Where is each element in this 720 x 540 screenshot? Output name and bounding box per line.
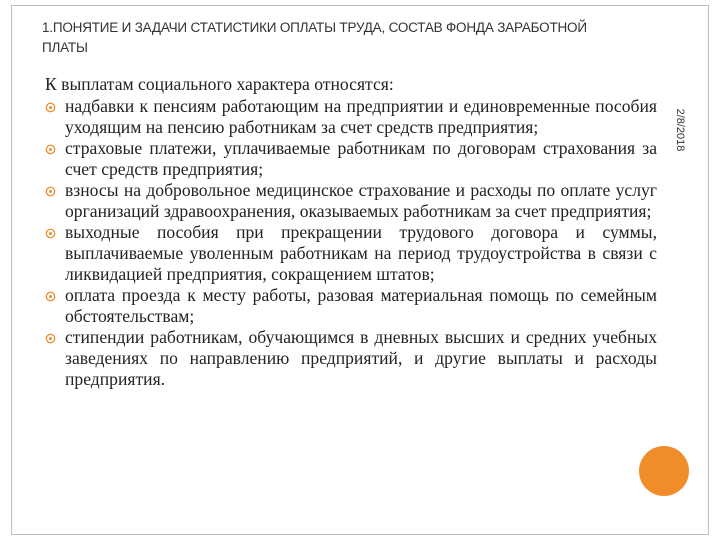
list-item [45,138,657,180]
bullet-text: надбавки к пенсиям работающим на предприятии и единовременные пособия уходящим на пенсию работникам за счет средств предприятия; [65,96,657,137]
flower-bullet-icon [45,291,56,302]
list-item [45,180,657,222]
bullet-list [45,96,657,390]
bullet-text: взносы на добровольное медицинское страхование и расходы по оплате услуг организаций здравоохранения, оказываемых работникам за счет предприятия; [65,180,657,221]
flower-bullet-icon [45,333,56,344]
list-item [45,96,657,138]
slide-content [45,74,657,390]
flower-bullet-icon [45,144,56,155]
orange-circle-icon [639,446,689,496]
list-item [45,285,657,327]
slide-title: 1.ПОНЯТИЕ И ЗАДАЧИ СТАТИСТИКИ ОПЛАТЫ ТРУДА, СОСТАВ ФОНДА ЗАРАБОТНОЙ ПЛАТЫ [42,20,587,55]
intro-text: К выплатам социального характера относятся: [45,74,394,94]
flower-bullet-icon [45,186,56,197]
bullet-text: выходные пособия при прекращении трудового договора и суммы, выплачиваемые уволенным работникам на период трудоустройства в связи с ликвидацией предприятия, сокращением штатов; [65,222,657,284]
bullet-text: стипендии работникам, обучающимся в дневных высших и средних учебных заведениях по направлению предприятий, и другие выплаты и расходы предприятия. [65,327,657,389]
flower-bullet-icon [45,102,56,113]
bullet-text: оплата проезда к месту работы, разовая материальная помощь по семейным обстоятельствам; [65,285,657,326]
list-item [45,327,657,390]
bullet-text: страховые платежи, уплачиваемые работникам по договорам страхования за счет средств предприятия; [65,138,657,179]
flower-bullet-icon [45,228,56,239]
list-item [45,222,657,285]
slide-date: 2/8/2018 [674,108,686,152]
